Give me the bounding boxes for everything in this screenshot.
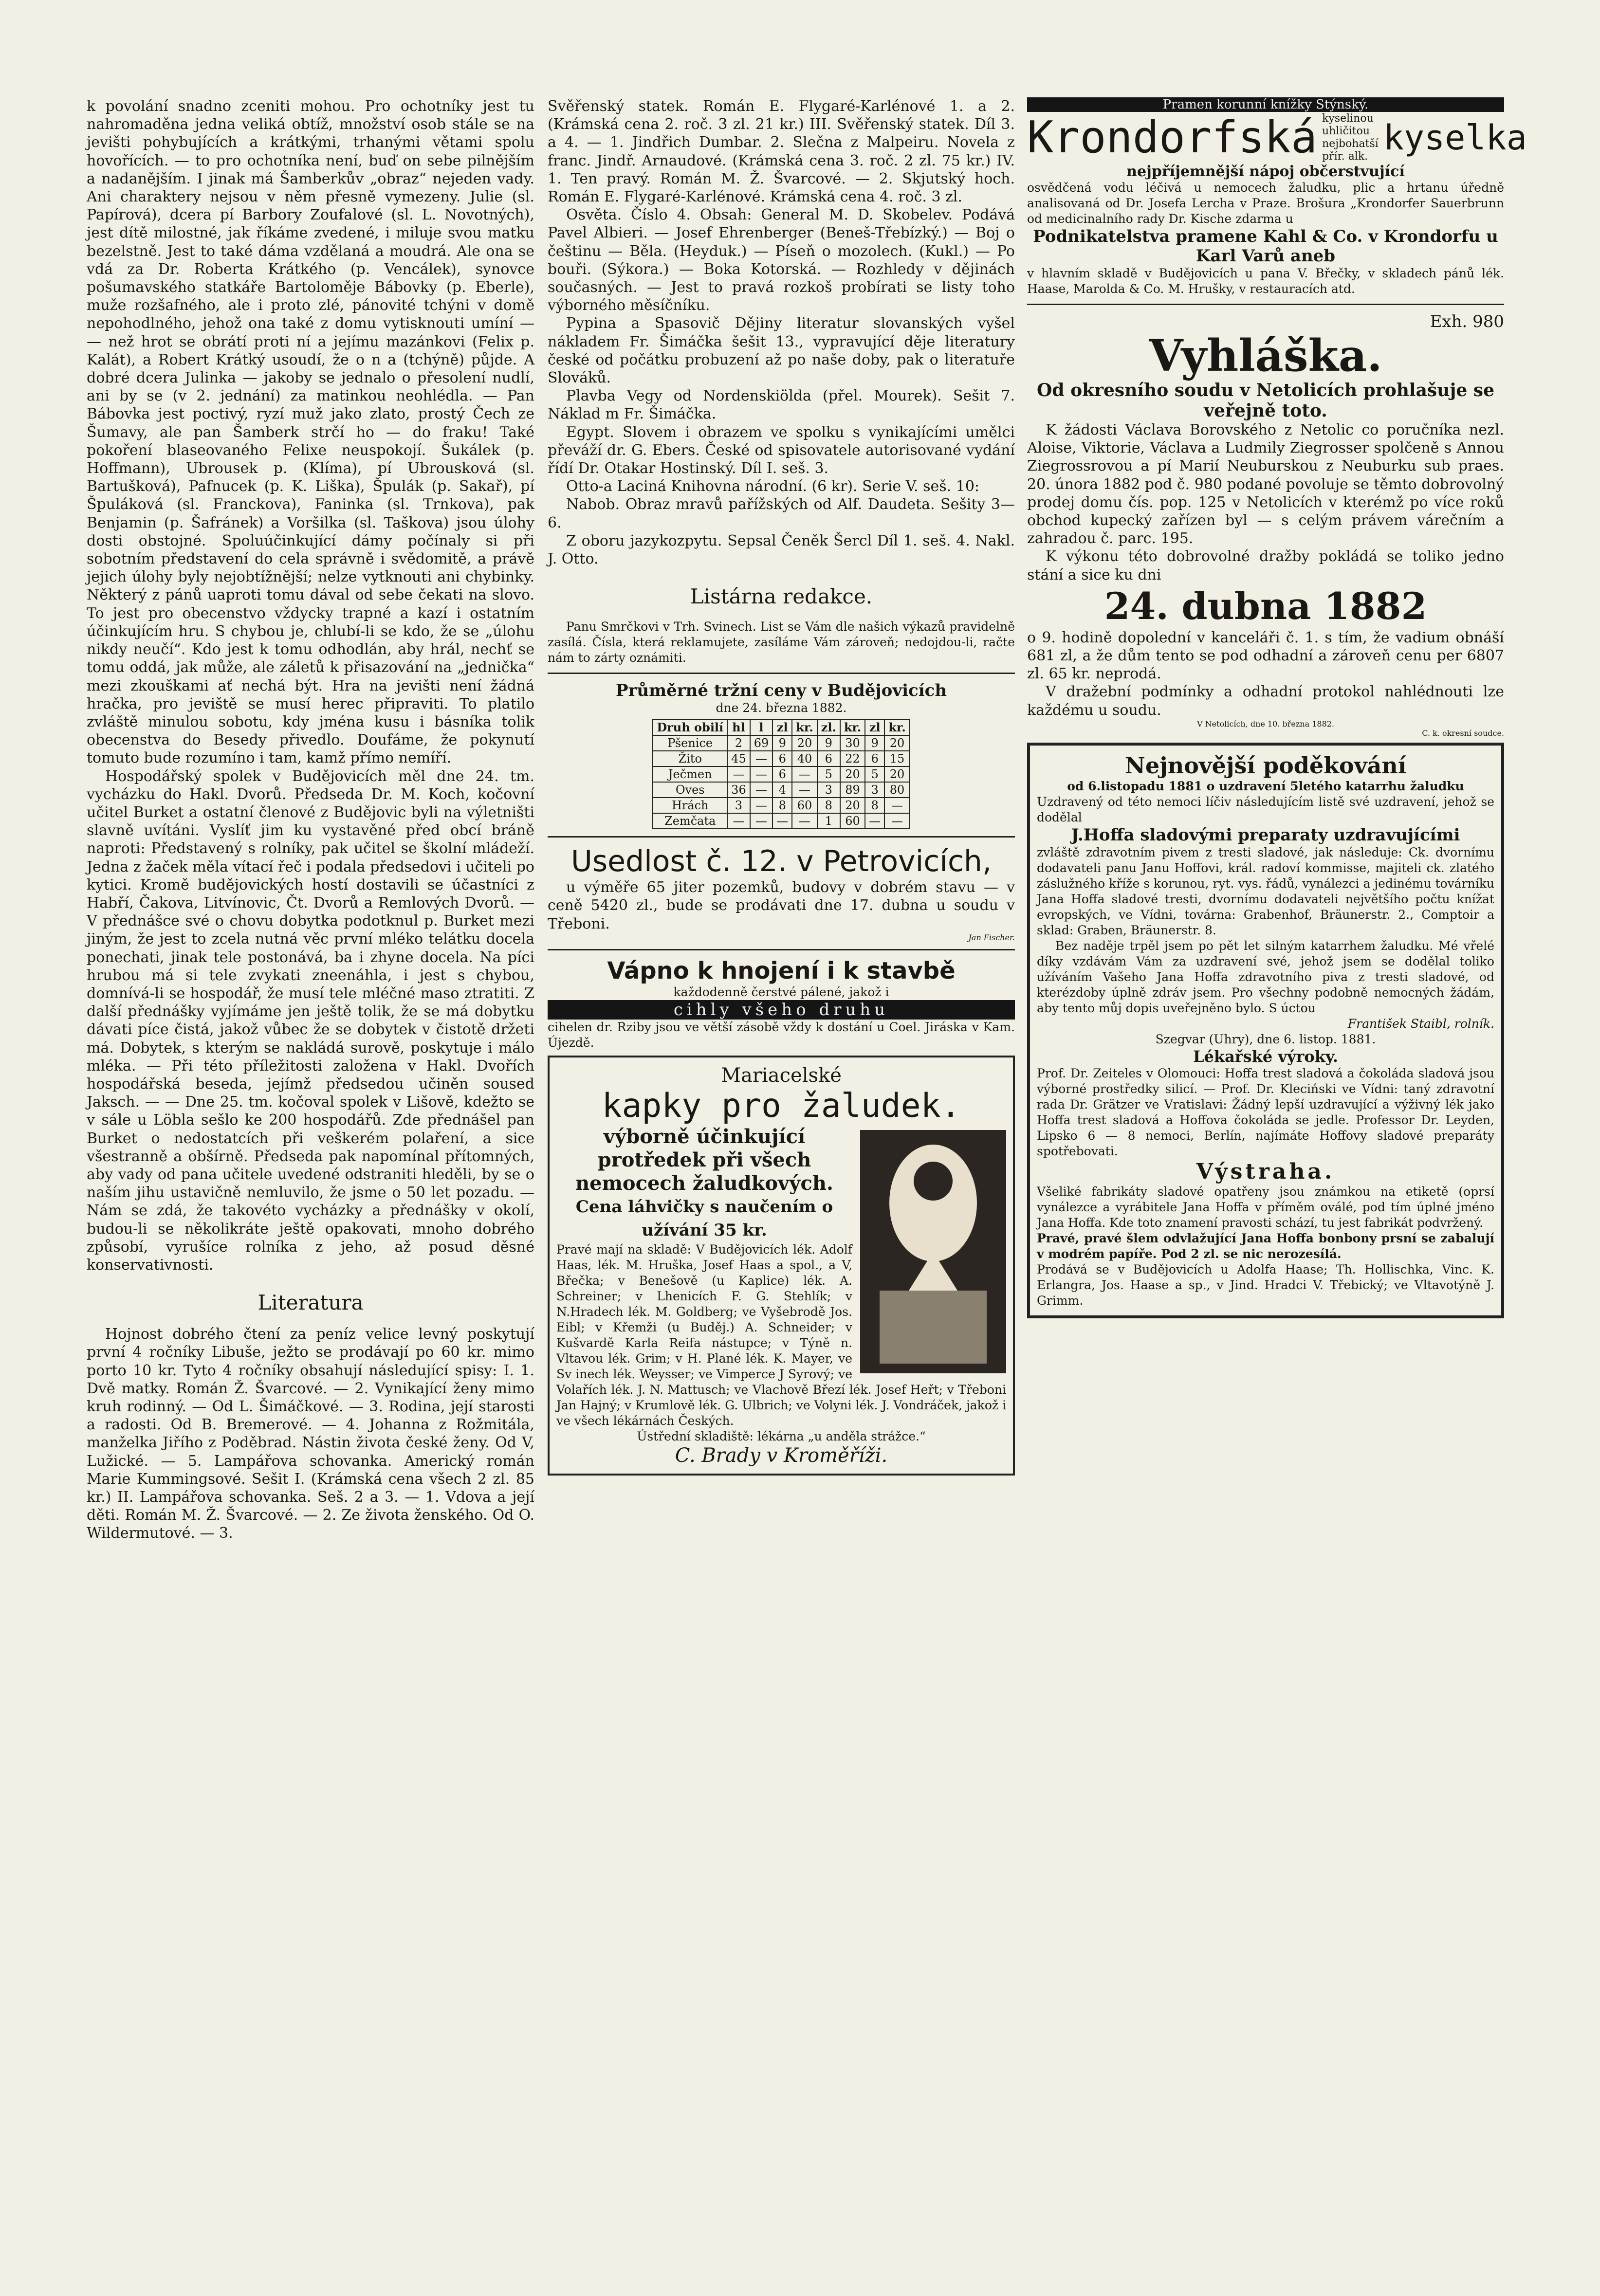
price-cell: Žito [653,751,727,766]
price-header-cell: l [750,719,773,735]
krondorf-kyselka: kyselka [1383,117,1527,158]
hoff-text: Uzdravený od této nemoci líčiv následujícím listě své uzdravení, jehož se dodělal [1037,794,1494,824]
price-header-cell: Druh obilí [653,719,727,735]
price-cell: 1 [817,813,840,829]
madonna-illustration [860,1130,1006,1373]
price-table-header [653,719,909,735]
price-row [653,782,909,798]
column-right [1027,97,1527,2214]
price-cell: 6 [817,751,840,766]
price-row [653,766,909,782]
hoff-brand: J.Hoffa sladovými preparaty uzdravujícími [1071,825,1460,845]
price-cell: 6 [772,751,792,766]
price-cell: 3 [817,782,840,798]
price-cell: Ječmen [653,766,727,782]
vyhlaska-title: Vyhláška. [1149,330,1382,382]
hoff-ad [1027,743,1504,1318]
vystraha-heading: Výstraha. [1196,1159,1335,1184]
price-cell: — [884,813,909,829]
price-cell: 5 [865,766,884,782]
mariacelske-central: Ústřední skladiště: lékárna „u anděla strážce.“ [637,1429,926,1443]
krondorf-title-row [1027,112,1527,163]
price-cell: 20 [884,766,909,782]
vystraha-text: Všeliké fabrikáty sladové opatřeny jsou známkou na etiketě (oprsí vynálezce a vyrábitele Jana Hoffa v příměm oválé, pod tím úplné jméno Jana Hoffa. Kde toto znamení pravosti schází, tu jest fabrikát podvržený. [1037,1184,1494,1230]
price-cell: 20 [792,735,817,751]
krondorf-stores: v hlavním skladě v Budějovicích u pana V. Břečky, v skladech pánů lék. Haase, Marolda & Co. M. Hrušky, v restauracích atd. [1027,266,1504,296]
hoff-title: Nejnovější poděkování [1124,752,1407,779]
prices-heading: Průměrné tržní ceny v Budějovicích [615,681,947,701]
listarna-text: Panu Smrčkovi v Trh. Svinech. List se Vám dle našich výkazů pravidelně zasílá. Čísla, která reklamujete, zasíláme Vám zároveň; nedojdou-li, račte nám to zárty oznámiti. [548,620,1015,665]
price-header-cell: zl [772,719,792,735]
price-header-cell: zl [865,719,884,735]
price-cell: 20 [840,798,865,813]
price-cell: 15 [884,751,909,766]
hoff-subtitle: od 6.listopadu 1881 o uzdravení 5letého katarrhu žaludku [1067,779,1464,793]
column-middle [548,97,1015,2214]
mariacelske-title: kapky pro žaludek. [602,1086,961,1125]
price-cell: 2 [727,735,750,751]
vyhlaska-text-4: V dražební podmínky a odhadní protokol nahlédnouti lze každému u soudu. [1027,683,1504,719]
price-cell: 36 [727,782,750,798]
vapno-text-2: cihelen dr. Rziby jsou ve větší zásobě vždy k dostání u Coel. Jiráska v Kam. Újezdě. [548,1020,1015,1050]
mariacelske-price: Cena láhvičky s naučením o užívání 35 kr. [575,1197,833,1240]
price-row [653,813,909,829]
divider [1027,304,1504,305]
price-cell: Oves [653,782,727,798]
nabob-paragraph: Nabob. Obraz mravů pařížských od Alf. Daudeta. Sešity 3—6. [548,496,1015,531]
price-cell: 30 [840,735,865,751]
price-cell: — [727,766,750,782]
price-cell: 20 [884,735,909,751]
osveta-paragraph: Osvěta. Číslo 4. Obsah: General M. D. Skobelev. Podává Pavel Albieri. — Josef Ehrenberger (Beneš-Třebízký.) — Boj o češtinu — Běla. (Heyduk.) — Píseň o mozolech. (Kukl.) — Po bouři. (Sýkora.) — Boka Kotorská. — Rozhledy v dějinách současných. — Jest to pravá rozkoš probírati se listy toho výborného měsíčníku. [548,206,1015,314]
hoff-text-2: zvláště zdravotním pivem z tresti sladové, jak následuje: Ck. dvornímu dodavateli panu Janu Hoffovi, král. radoví kommisse, majiteli ck. zlatého záslužného kříže s korunou, ryt. vys. řádů, vynálezci a jedinému továrníku Jana Hoffa sladové tresti, dvornímu dodavateli největšího počtu knížat evropských, ve Vídni, továrna: Grabenhof, Bräunerstr. 2., Comptoir a sklad: Graben, Bräunerstr. 8. [1037,845,1494,937]
price-cell: 4 [772,782,792,798]
price-cell: 3 [865,782,884,798]
vystraha-bold: Pravé, pravé šlem odvlažující Jana Hoffa bonbony prsní se zabalují v modrém papíře. Pod 2 zl. se nic nerozesílá. [1037,1231,1494,1261]
price-cell: 89 [840,782,865,798]
divider [548,836,1015,838]
krondorf-top: Pramen korunní knížky Stýnský. [1027,97,1504,112]
jazykozpyt-paragraph: Z oboru jazykozpytu. Sepsal Čeněk Šercl Díl 1. seš. 4. Nakl. J. Otto. [548,532,1015,568]
krondorf-company: Podnikatelstva pramene Kahl & Co. v Krondorfu u Karl Varů aneb [1033,227,1498,266]
vyhlaska-place: V Netolicích, dne 10. března 1882. [1196,719,1335,729]
usedlost-text: u výměře 65 jiter pozemků, budovy v dobrém stavu — v ceně 5420 zl., bude se prodávati dne 17. dubna u soudu v Třeboni. [548,879,1015,932]
divider [548,673,1015,674]
vyhlaska-text-3: o 9. hodině dopolední v kanceláři č. 1. s tím, že vadium obnáší 681 zl, a že dům tento se pod odhadní a zároveň cenu per 6807 zl. 65 kr. neprodá. [1027,629,1504,683]
price-header-cell: kr. [792,719,817,735]
price-cell: Pšenice [653,735,727,751]
listarna-heading: Listárna redakce. [690,584,873,609]
price-header-cell: zl. [817,719,840,735]
vapno-title: Vápno k hnojení i k stavbě [607,957,956,984]
literature-article: Hojnost dobrého čtení za peníz velice levný poskytují první 4 ročníky Libuše, ježto se prodávají po 60 kr. mimo porto 10 kr. Tyto 4 ročníky obsahují následující spisy: I. 1. Dvě matky. Román Ž. Švarcové. — 2. Vynikající ženy mimo kruh rodinný. — Od L. Šimáčkové. — 3. Rodina, její starosti a radosti. Od B. Bremerové. — 4. Johanna z Rožmitála, manželka Jiřího z Poděbrad. Nástin života české ženy. Od V, Lužické. — 5. Lampářova schovanka. Americký román Marie Kummingsové. Sešit I. (Krámská cena všech 2 zl. 85 kr.) II. Lampářova schovanka. Seš. 2 a 3. — 1. Vdova a její děti. Román M. Ž. Švarcové. — 2. Ze života ženského. Od O. Wildermutové. — 3. [87,1326,534,1542]
price-cell: 60 [792,798,817,813]
krondorf-text: osvědčená vodu léčivá u nemocech žaludku, plic a hrtanu úředně analisovaná od Dr. Josefa Lercha v Praze. Brošura „Krondorfer Sauerbrunn od medicinalního rady Dr. Kische zdarma u [1027,181,1504,226]
price-cell: 9 [817,735,840,751]
hoff-signature: František Staibl, rolník. [1347,1016,1494,1031]
vystraha-end: Prodává se v Budějovicích u Adolfa Haase; Th. Hollischka, Vinc. K. Erlangra, Jos. Haase a sp., v Jind. Hradci V. Třebický; ve Vltavotýně J. Grimm. [1037,1262,1494,1308]
usedlost-signature: Jan Fischer. [968,932,1015,942]
price-row [653,735,909,751]
exh-number: Exh. 980 [1430,312,1504,331]
price-cell: — [750,798,773,813]
price-cell: 8 [772,798,792,813]
price-cell: — [772,813,792,829]
price-cell: — [865,813,884,829]
mariacelske-ad [548,1056,1015,1476]
price-cell: — [792,813,817,829]
price-row [653,751,909,766]
column-left [87,97,534,2180]
literature-heading: Literatura [257,1291,364,1315]
literature-continued: Svěřenský statek. Román E. Flygaré-Karlénové 1. a 2. (Krámská cena 2. roč. 3 zl. 21 kr.) III. Svěřenský statek. Díl 3. a 4. — 1. Jindřich Dumbar. 2. Slečna z Malpeiru. Novela z franc. Jindř. Arnaudové. (Krámská cena 3. roč. 2 zl. 75 kr.) IV. 1. Ten pravý. Román M. Ž. Švarcové. — 2. Skjutský hoch. Román E. Flygaré-Karlénové. Krámská cena 4. roč. 3 zl. [548,98,1015,206]
lekarske-heading: Lékařské výroky. [1193,1047,1338,1066]
price-cell: — [750,766,773,782]
price-row [653,798,909,813]
divider [548,949,1015,950]
price-cell: 6 [772,766,792,782]
price-cell: — [884,798,909,813]
krondorf-name: Krondorfská [1027,112,1318,163]
price-cell: — [750,813,773,829]
hoff-place: Szegvar (Uhry), dne 6. listop. 1881. [1155,1032,1376,1046]
price-cell: — [792,766,817,782]
price-cell: 6 [865,751,884,766]
price-cell: — [750,751,773,766]
price-cell: 69 [750,735,773,751]
price-cell: — [750,782,773,798]
price-cell: 40 [792,751,817,766]
lekarske-text: Prof. Dr. Zeiteles v Olomouci: Hoffa trest sladová a čokoláda sladová jsou výborné prostředky silicí. — Prof. Dr. Kleciński ve Vídni: taný zdravotní rada Dr. Grätzer ve Vratislavi: Žádný lepší uzdravující a výživný lék jako Hoffa trest sladová a Hoffova čokoláda se jedle. Professor Dr. Leyden, Lipsko 6 — 8 nemoci, Berlín, najímáte Hoffovy sladové preparáty spotřebovati. [1037,1066,1494,1158]
theatre-review: k povolání snadno zceniti mohou. Pro ochotníky jest tu nahromaděna jedna veliká obtíž, množství osob stále se na jevišti pohybujících a krátkými, trhanými větami spolu hovořících. — to pro ochotníka není, buď on sebe pilnějším a nadanějším. I jinak má Šamberkův „obraz“ nejeden vady. Ani charaktery nejsou v něm přesně vymezeny. Julie (sl. Papírová), dcera pí Barbory Zoufalové (sl. L. Novotných), jest dítě milostné, jak říkáme zvedené, i miluje svou matku bezelstně. Jest to také dáma vzdělaná a moudrá. Ale ona se vdá za Dr. Roberta Krátkého (p. Vencálek), synovce pošumavského statkáře Bartoloměje Bábovky (p. Eberle), muže rozšafného, ale i proto zlé, pánovité tchýni v domě nepohodlného, jehož ona také z domu vytisknouti umíní — — než hrot se obrátí proti ní a jejímu mazánkovi (Felix p. Kalát), a Robert Krátký usoudí, že o n a (tchýně) půjde. A dobré dcera Julinka — jakoby se jednalo o přesolení nudlí, ani by se (v 2. jednání) za matinkou neohlédla. — Pan Bábovka jest poctivý, ryzí muž jako zlato, prostý Čech ze Šumavy, ale pan Šamberk strčí ho — do fraku! Také pokoření blaseovaného Felixe neuspokojí. Šukálek (p. Hoffmann), Ubrousek p. (Klíma), pí Ubrousková (sl. Bartušková), Pafnucek (p. K. Liška), Špulák (p. Sakař), pí Špuláková (sl. Franckova), Faninka (sl. Trnkova), pak Benjamin (p. Šafránek) a Voršilka (sl. Taškova) jsou úlohy dosti obstojné. Spoluúčinkující dámy počínaly si při sobotním představení do cela správně i svědomitě, a právě jejich úlohy byly nejobtížnější; nelze vytknouti ani chybinky. Některý z pánů uaproti tomu dával od sebe čekati na slovo. To jest pro obecenstvo vždycky trapné a kazí i ostatním účinkujícím hru. S chybou je, chlubí-li se kdo, že se „úlohu nikdy neučí“. Kdo jest k tomu odhodlán, aby hrál, nechť se tomu oddá, jak může, ale záletů k přisazování na „jednička“ mezi zkouškami ať nechá být. Hra na jevišti není žádná hračka, pro jeviště se musí herec připraviti. To platilo zvláště minulou sobotu, kdy jména kusu i básníka tolik obecenstva do Besedy přivedlo. Doufáme, že pokynutí tomuto bude rozumíno i tam, kamž přímo nemíří. [87,98,534,767]
mariacelske-signature: C. Brady v Kroměříži. [675,1444,888,1467]
price-cell: 8 [817,798,840,813]
price-cell: 8 [865,798,884,813]
krondorf-sub: kyselinou uhličitou nejbohatší přír. alk. [1322,112,1379,163]
vyhlaska-text-2: K výkonu této dobrovolné dražby pokládá se toliko jedno stání a sice ku dni [1027,548,1504,583]
price-cell: 20 [840,766,865,782]
price-cell: 22 [840,751,865,766]
otto-paragraph: Otto-a Laciná Knihovna národní. (6 kr). Serie V. seš. 10: [566,478,980,495]
price-cell: 9 [772,735,792,751]
price-cell: 5 [817,766,840,782]
usedlost-title: Usedlost č. 12. v Petrovicích, [570,844,992,879]
price-cell: 45 [727,751,750,766]
hospodarsky-spolek-article: Hospodářský spolek v Budějovicích měl dne 24. tm. vycházku do Hakl. Dvorů. Předseda Dr. M. Koch, kočovní učitel Burket a ostatní členové z Budějovic byli na výletništi slavně uvítáni. Vyslíť jim ku vystavěné před obcí bráně naproti: Představený s rolníky, pak učitel se školní mládeží. Jedna z žaček měla vítací řeč i podala předsedovi i učiteli po kytici. Kromě budějovických hostí dostavili se účastníci z Habří, Čakova, Litvínovic, Čt. Dvorů a Remlových Dvorů. — V přednášce své o chovu dobytka podotknul p. Burket mezi jiným, že jest to zcela nutná věc první mléko telátku docela ponechati, jinak tele postonává, ba i zhyne docela. Na píci hrubou má si tele zvykati zneenáhla, i jest s chybou, domnívá-li se hospodář, že musí tele mléčné maso ztratiti. Z další přednášky vyjímáme jen ještě tolik, že se má dobytku dávati píce čistá, jakož vůbec že se dobytek v čistotě držeti má. Dobytek, s kterým se nakládá surově, poskytuje i málo mléka. — Při této příležitosti založena v Hakl. Dvořích hospodářská beseda, jejímž předsedou učiněn soused Jaksch. — — Dne 25. tm. kočoval spolek v Lišově, kdežto se v sále u Löbla sešlo ke 200 hospodářů. Zde přednášel pan Burket o nedostatcích při veškerém polaření, a sice všestranně a obšírně. Předseda pak napomínal přítomných, aby vady od pana učitele uvedené odstraniti hleděli, by se o naším jihu ustavičně nemluvilo, že jsme o 50 let pozadu. — Nám se zdá, že takovéto vycházky a přednášky v okolí, budou-li se několikráte ještě opakovati, mnoho dobrého způsobí, vyrušíce rolníka z jeho, až posud děsné konservativnosti. [87,767,534,1274]
vyhlaska-subtitle: Od okresního soudu v Netolicích prohlašuje se veřejně toto. [1037,380,1494,421]
price-table [652,719,910,829]
mariacelske-tagline: výborně účinkující protředek při všech nemocech žaludkových. [575,1125,833,1195]
vyhlaska-signature: C. k. okresní soudce. [1422,728,1504,738]
price-header-cell: hl [727,719,750,735]
mariacelske-head: Mariacelské [721,1064,842,1087]
price-cell: — [792,782,817,798]
mariacelske-sellers: Pravé mají na skladě: V Budějovicích lék. Adolf Haas, lék. M. Hruška, Josef Haas a spol., a V, Břečka; v Benešově (u Kaplice) lék. A. Schreiner; v Lhenicích F. G. Stehlík; v N.Hradech lék. M. Goldberg; ve Vyšebrodě Jos. Eibl; v Křemži (u Buděj.) A. Schneider; v Kušvardě Karla Reifa nástupce; v Týně n. Vltavou lék. Grim; v H. Plané lék. K. Mayer, ve Sv inech lék. Weysser; ve Vimperce J Syrový; ve Volařích lék. J. N. Mattusch; ve Vlachově Březí lék. Josef Heřt; v Třeboni Jan Hajný; v Krumlově lék. G. Ulbrich; ve Volyni lék. J. Vondráček, jakož i ve všech lékárnách Českých. [556,1242,1006,1428]
vyhlaska-text: K žádosti Václava Borovského z Netolic co poručníka nezl. Aloise, Viktorie, Václava a Ludmily Ziegrosser spolčeně s Annou Ziegrossrovou a pí Marií Neuburskou z Neuburku sub praes. 20. února 1882 pod č. 980 podané povoluje se těmto dobrovolný prodej domu čís. pop. 125 v Netolicích v kterémž po více roků obchod kupecký zařízen byl — s celým právem várečním a zahradou č. parc. 195. [1027,421,1504,547]
vapno-text: každodenně čerstvé pálené, jakož i [673,984,889,999]
price-cell: Zemčata [653,813,727,829]
price-header-cell: kr. [840,719,865,735]
price-header-cell: kr. [884,719,909,735]
price-cell: Hrách [653,798,727,813]
prices-date: dne 24. března 1882. [716,701,847,715]
pypina-paragraph: Pypina a Spasovič Dějiny literatur slovanských vyšel nákladem Fr. Šimáčka šešit 13., vypravující děje literatury české od počátku probuzení až po naše doby, pak o literatuře Slováků. [548,315,1015,387]
price-cell: 80 [884,782,909,798]
price-cell: 9 [865,735,884,751]
price-cell: 60 [840,813,865,829]
price-cell: 3 [727,798,750,813]
egypt-paragraph: Egypt. Slovem i obrazem ve spolku s vynikajícími umělci převáží dr. G. Ebers. České od spisovatele autorisované vydání řídí Dr. Otakar Hostinský. Díl I. seš. 3. [548,423,1015,477]
plavba-paragraph: Plavba Vegy od Nordenskiölda (přel. Mourek). Sešit 7. Náklad m Fr. Šimáčka. [548,387,1015,423]
price-cell: — [727,813,750,829]
vapno-cihly: cihly všeho druhu [548,1000,1015,1020]
vyhlaska-date: 24. dubna 1882 [1104,584,1427,628]
krondorf-headline: nejpříjemnější nápoj občerstvující [1126,163,1405,180]
hoff-text-3: Bez naděje trpěl jsem po pět let silným katarrhem žaludku. Mé vřelé díky vzdávám Vám za uzdravení své, jehož jsem se dodělal toliko užíváním Vašeho Jana Hoffa zdravotního piva z tresti sladové, od kterézdoby úplně zdráv jsem. Pro všechny podobně nemocných žádám, aby tento můj dopis uveřejněno bylo. S úctou [1037,938,1494,1015]
